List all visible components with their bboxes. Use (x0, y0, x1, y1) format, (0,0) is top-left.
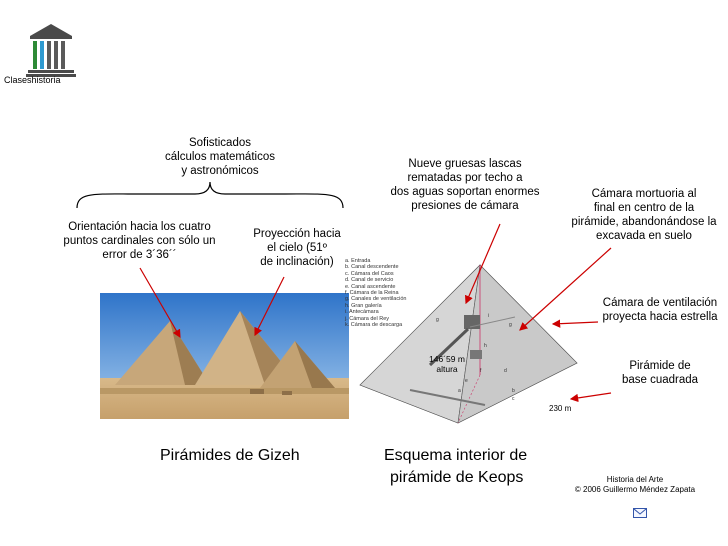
caption-keops (384, 445, 554, 489)
text-line: proyecta hacia estrella (602, 311, 718, 323)
diagram-letter: g (509, 322, 512, 328)
text-line: Proyección hacia (253, 228, 341, 240)
text-line: base cuadrada (621, 374, 699, 386)
text-line: Orientación hacia los cuatro (68, 221, 211, 233)
text-line: altura (436, 364, 458, 374)
arrow-ventilacion (553, 322, 598, 324)
text-line: cálculos matemáticos (165, 151, 275, 163)
text-line: pirámide de Keops (390, 469, 524, 486)
diagram-letter: a (458, 388, 461, 394)
text-line: rematadas por techo a (407, 172, 523, 184)
text-line: Nueve gruesas lascas (408, 158, 522, 170)
diagram-letter: i (488, 313, 490, 319)
credits-line: Historia del Arte (606, 475, 664, 484)
text-line: presiones de cámara (411, 200, 519, 212)
text-line: error de 3´36´´ (102, 249, 177, 261)
text-line: 146´59 m (429, 354, 465, 364)
diagram-letter: e (465, 378, 468, 384)
legend-item: g. Canales de ventilación (345, 296, 407, 303)
legend-item: b. Canal descendente (345, 264, 399, 271)
text-line: Sofisticados (188, 137, 251, 149)
diagram-letter: c (512, 396, 515, 402)
credits-line: © 2006 Guillermo Méndez Zapata (574, 485, 696, 494)
legend-item: j. Cámara del Rey (345, 315, 390, 322)
diagram-letter: h (484, 343, 487, 349)
text-line: Cámara mortuoria al (591, 188, 697, 200)
text-line: dos aguas soportan enormes (390, 186, 540, 198)
text-line: Cámara de ventilación (602, 297, 718, 309)
text-line: puntos cardinales con sólo un (63, 235, 216, 247)
text-line: Esquema interior de (384, 447, 528, 464)
legend-item: d. Canal de servicio (345, 277, 394, 284)
text-line: el cielo (51º (267, 242, 327, 254)
text-line: Pirámide de (629, 360, 691, 372)
diagram-letter: g (436, 317, 439, 323)
caption-gizeh: Pirámides de Gizeh (160, 447, 300, 464)
legend-item: i. Antecámara (345, 309, 379, 316)
text-line: excavada en suelo (596, 230, 692, 242)
legend-item: h. Gran galería (345, 302, 382, 309)
mail-icon[interactable] (633, 508, 647, 518)
arrow-camara-mortuoria (520, 248, 611, 330)
arrow-nueve-lascas (466, 224, 500, 303)
text-line: final en centro de la (593, 202, 695, 214)
arrow-base (571, 393, 611, 399)
credits (560, 475, 710, 495)
text-line: y astronómicos (181, 165, 259, 177)
text-line: de inclinación) (260, 256, 334, 268)
legend-item: e. Canal ascendente (345, 283, 396, 290)
legend-item: c. Cámara del Caos (345, 270, 394, 277)
base-length-label: 230 m (549, 404, 572, 413)
legend-item: a. Entrada (345, 258, 371, 264)
diagram-letter: d (504, 368, 507, 374)
legend-item: k. Cámara de descarga (345, 322, 403, 329)
arrow-orientacion (140, 268, 180, 337)
text-line: pirámide, abandonándose la (571, 216, 717, 228)
diagram-letter: b (512, 388, 515, 394)
diagram-letter: f (480, 368, 482, 374)
legend-item: f. Cámara de la Reina (345, 290, 399, 297)
arrow-proyeccion (255, 277, 284, 335)
logo-label: Claseshistoria (4, 75, 61, 85)
